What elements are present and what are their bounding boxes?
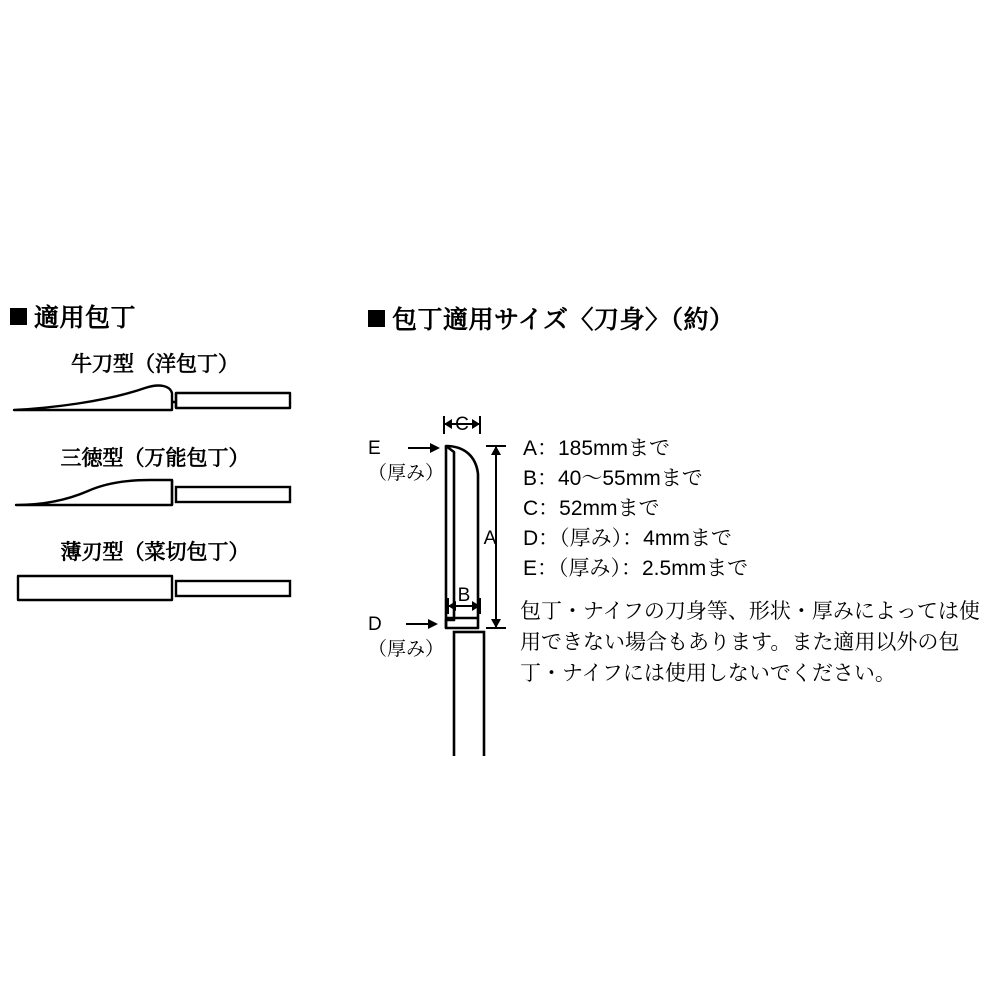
applicable-knives-heading-text: 適用包丁 <box>34 304 137 332</box>
dimension-label-d: D <box>368 614 382 635</box>
blade-dimension-diagram <box>368 356 988 756</box>
gyuto-knife-icon <box>10 380 310 428</box>
dimension-label-d-thickness: （厚み） <box>368 639 445 660</box>
knife-caption: 薄刃型（菜切包丁） <box>60 541 250 564</box>
knife-caption: 三徳型（万能包丁） <box>60 447 250 470</box>
spec-list <box>523 434 748 584</box>
knife-size-heading-text: 包丁適用サイズ〈刀身〉（約） <box>392 306 735 334</box>
spec-item-a: A：185mmまで <box>523 437 671 460</box>
dimension-label-e: E <box>368 438 381 459</box>
usuba-knife-icon <box>10 568 310 616</box>
applicable-knives-heading <box>10 298 340 334</box>
spec-item-b: B：40〜55mmまで <box>523 467 703 490</box>
knife-item-santoku <box>10 442 340 522</box>
dimension-label-a: A <box>483 528 497 549</box>
spec-item-e: E：（厚み）：2.5mmまで <box>523 557 749 580</box>
knife-size-heading <box>368 300 988 336</box>
square-bullet-icon <box>10 308 27 325</box>
knife-size-panel <box>368 300 988 756</box>
applicable-knives-panel <box>10 298 340 616</box>
dimension-label-c: C <box>455 414 469 435</box>
spec-item-c: C：52mmまで <box>523 497 660 520</box>
knife-item-gyuto <box>10 348 340 428</box>
square-bullet-icon <box>368 310 385 327</box>
knife-caption: 牛刀型（洋包丁） <box>71 353 239 376</box>
usage-note: 包丁・ナイフの刀身等、形状・厚みによっては使用できない場合もあります。また適用以外の包丁・ナイフには使用しないでください。 <box>520 600 980 685</box>
dimension-label-e-thickness: （厚み） <box>368 463 445 484</box>
santoku-knife-icon <box>10 474 310 522</box>
spec-item-d: D：（厚み）：4mmまで <box>523 527 732 550</box>
knife-item-usuba <box>10 536 340 616</box>
dimension-label-b: B <box>457 585 471 606</box>
